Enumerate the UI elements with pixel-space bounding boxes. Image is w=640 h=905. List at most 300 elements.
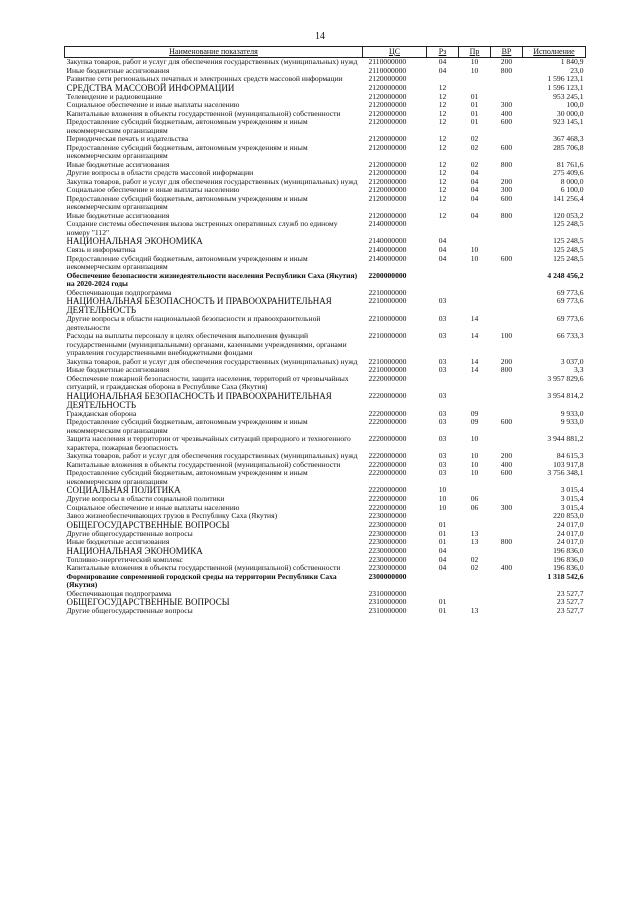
table-row [65, 435, 586, 452]
row-execution: 9 933,0 [560, 417, 584, 426]
row-pr: 02 [470, 159, 479, 169]
row-cs: 2210000000 [368, 287, 407, 297]
row-name: Другие общегосударственные вопросы [66, 528, 193, 538]
table-row [65, 272, 586, 289]
row-cs: 2120000000 [368, 168, 407, 177]
row-execution: 1 596 123,1 [547, 82, 584, 92]
row-execution: 103 917,8 [553, 459, 584, 469]
row-name: Расходы на выплаты персоналу в целях обеспечения выполнения функций государственными (муниципальными) органами, казенными учреждениями, органами управления государственными внебюджетными фондами [66, 331, 347, 357]
row-execution: 1 596 123,1 [547, 74, 584, 83]
row-cs: 2200000000 [368, 270, 407, 280]
row-vr: 600 [500, 468, 513, 477]
row-name: НАЦИОНАЛЬНАЯ ЭКОНОМИКА [66, 236, 203, 246]
row-pr: 04 [470, 210, 479, 220]
table-header-row [65, 47, 586, 58]
row-cs: 2140000000 [368, 219, 407, 228]
row-rz: 01 [438, 519, 447, 529]
row-rz: 03 [438, 459, 447, 469]
row-pr [459, 590, 491, 599]
row-pr: 02 [470, 142, 479, 152]
row-rz: 01 [438, 597, 447, 606]
row-rz: 12 [438, 142, 447, 152]
row-cs: 2220000000 [368, 494, 407, 503]
row-pr: 14 [470, 314, 479, 323]
row-rz: 01 [438, 606, 447, 615]
row-rz: 12 [438, 108, 447, 118]
row-name: Предоставление субсидий бюджетным, автономным учреждениям и иным некоммерческим организациям [66, 253, 308, 271]
row-execution: 100,0 [566, 100, 584, 109]
row-rz: 04 [438, 57, 447, 66]
row-execution: 66 733,3 [556, 331, 584, 340]
table-row [65, 237, 586, 246]
row-cs: 2230000000 [368, 537, 407, 546]
row-cs: 2310000000 [368, 597, 407, 606]
row-vr [491, 598, 523, 607]
row-pr: 01 [470, 100, 479, 109]
row-rz: 12 [438, 91, 447, 101]
row-name: Обеспечивающая подпрограмма [66, 287, 172, 297]
row-execution: 125 248,5 [553, 236, 584, 245]
header-cs: ЦС [363, 47, 427, 58]
row-execution: 923 145,1 [553, 117, 584, 126]
row-cs: 2140000000 [368, 245, 407, 254]
row-vr: 600 [500, 253, 513, 263]
table-row [65, 469, 586, 486]
table-row [65, 607, 586, 616]
row-pr [459, 272, 491, 289]
row-cs: 2220000000 [368, 451, 407, 460]
row-rz: 12 [438, 176, 447, 186]
row-vr: 300 [500, 100, 513, 109]
row-pr: 04 [470, 185, 479, 194]
row-vr [491, 512, 523, 521]
row-name: Завоз жизнеобеспечивающих грузов в Республику Саха (Якутия) [66, 511, 278, 520]
row-rz: 04 [438, 245, 447, 254]
row-vr: 100 [500, 331, 513, 340]
row-execution: 3,3 [574, 365, 584, 374]
row-cs: 2230000000 [368, 554, 407, 564]
row-pr: 02 [470, 563, 479, 572]
row-cs: 2120000000 [368, 193, 407, 203]
row-name: Развитие сети региональных печатных и электронных средств массовой информации [66, 74, 343, 83]
row-cs: 2220000000 [368, 459, 407, 469]
row-name: Другие вопросы в области средств массовой информации [66, 168, 254, 177]
row-cs: 2230000000 [368, 511, 407, 520]
row-vr [491, 315, 523, 332]
row-name: Другие общегосударственные вопросы [66, 606, 193, 615]
row-vr: 800 [500, 65, 513, 75]
row-rz: 03 [438, 296, 447, 305]
row-name: Связь и информатика [66, 245, 136, 254]
row-vr: 800 [500, 365, 513, 374]
row-cs: 2210000000 [368, 314, 407, 323]
row-pr: 06 [470, 502, 479, 512]
row-execution: 9 933,0 [560, 408, 584, 418]
row-pr: 10 [470, 468, 479, 477]
row-vr: 600 [500, 193, 513, 203]
row-rz: 10 [438, 485, 447, 494]
row-name: Другие вопросы в области национальной безопасности и правоохранительной деятельности [66, 314, 321, 332]
row-pr: 09 [470, 408, 479, 418]
row-name: НАЦИОНАЛЬНАЯ ЭКОНОМИКА [66, 545, 203, 556]
row-vr: 200 [500, 176, 513, 186]
row-pr: 09 [470, 417, 479, 426]
row-execution: 141 256,4 [553, 193, 584, 203]
row-cs: 2120000000 [368, 134, 407, 143]
row-vr [491, 375, 523, 392]
row-rz: 12 [438, 134, 447, 143]
row-vr [491, 486, 523, 495]
table-row [65, 255, 586, 272]
row-name: Социальное обеспечение и иные выплаты населению [66, 100, 240, 109]
row-rz: 12 [438, 100, 447, 109]
row-vr [491, 297, 523, 315]
row-execution: 196 836,0 [553, 545, 584, 555]
row-name: Предоставление субсидий бюджетным, автономным учреждениям и иным некоммерческим организациям [66, 193, 308, 211]
header-name: Наименование показателя [65, 47, 363, 58]
row-execution: 3 957 829,6 [547, 373, 584, 383]
row-vr: 600 [500, 142, 513, 152]
row-pr: 10 [470, 451, 479, 460]
row-vr [491, 573, 523, 590]
table-row [65, 195, 586, 212]
row-cs: 2210000000 [368, 296, 407, 305]
row-cs: 2230000000 [368, 563, 407, 572]
row-pr: 04 [470, 193, 479, 203]
row-vr [491, 547, 523, 556]
table-row [65, 375, 586, 392]
row-rz [427, 272, 459, 289]
row-rz: 12 [438, 210, 447, 220]
row-cs: 2110000000 [368, 65, 407, 75]
row-pr: 01 [470, 117, 479, 126]
row-cs: 2120000000 [368, 82, 407, 92]
row-pr [459, 75, 491, 84]
table-row [65, 392, 586, 410]
row-cs: 2120000000 [368, 117, 407, 126]
row-name: Капитальные вложения в объекты государственной (муниципальной) собственности [66, 563, 341, 572]
header-vr: ВР [491, 47, 523, 58]
row-execution: 24 017,0 [556, 528, 584, 538]
row-execution: 953 245,1 [553, 91, 584, 101]
row-execution: 1 318 542,6 [547, 571, 584, 581]
row-vr [491, 289, 523, 298]
row-vr [491, 607, 523, 616]
row-cs: 2220000000 [368, 434, 407, 443]
row-pr: 10 [470, 57, 479, 66]
row-rz: 01 [438, 528, 447, 538]
row-name: Топливно-энергетический комплекс [66, 554, 183, 564]
row-vr [491, 521, 523, 530]
row-pr: 04 [470, 168, 479, 177]
row-cs: 2140000000 [368, 253, 407, 263]
row-pr: 02 [470, 554, 479, 564]
table-row [65, 144, 586, 161]
row-execution: 23 527,7 [556, 606, 584, 615]
row-name: Социальное обеспечение и иные выплаты населению [66, 502, 240, 512]
row-name: НАЦИОНАЛЬНАЯ БЕЗОПАСНОСТЬ И ПРАВООХРАНИТЕЛЬНАЯ ДЕЯТЕЛЬНОСТЬ [66, 390, 332, 410]
row-vr: 200 [500, 57, 513, 66]
row-cs: 2230000000 [368, 519, 407, 529]
row-rz: 03 [438, 434, 447, 443]
table-row [65, 297, 586, 315]
row-execution: 69 773,6 [556, 314, 584, 323]
row-name: Обеспечение безопасности жизнедеятельности населения Республики Саха (Якутия) на 2020-2024 годы [66, 270, 358, 288]
row-pr: 13 [470, 537, 479, 546]
row-vr [491, 392, 523, 410]
row-rz: 10 [438, 494, 447, 503]
header-pr: Пр [459, 47, 491, 58]
row-pr: 14 [470, 365, 479, 374]
row-pr: 01 [470, 91, 479, 101]
row-name: Иные бюджетные ассигнования [66, 210, 170, 220]
row-name: Другие вопросы в области социальной политики [66, 494, 225, 503]
row-cs: 2230000000 [368, 528, 407, 538]
row-rz: 03 [438, 331, 447, 340]
row-name: Предоставление субсидий бюджетным, автономным учреждениям и иным некоммерческим организациям [66, 142, 308, 160]
row-pr: 10 [470, 459, 479, 469]
row-rz: 03 [438, 356, 447, 366]
row-rz: 12 [438, 185, 447, 194]
row-execution: 1 840,9 [560, 57, 584, 66]
row-cs: 2120000000 [368, 91, 407, 101]
row-rz: 03 [438, 408, 447, 418]
row-name: Социальное обеспечение и иные выплаты населению [66, 185, 240, 194]
row-pr: 01 [470, 108, 479, 118]
row-rz: 04 [438, 563, 447, 572]
page-number: 14 [315, 31, 325, 42]
row-name: СРЕДСТВА МАССОВОЙ ИНФОРМАЦИИ [66, 82, 235, 93]
row-execution: 120 053,2 [553, 210, 584, 220]
row-rz: 04 [438, 65, 447, 75]
row-vr: 300 [500, 185, 513, 194]
row-execution: 275 409,6 [553, 168, 584, 177]
row-cs: 2220000000 [368, 417, 407, 426]
row-vr: 200 [500, 451, 513, 460]
row-name: Иные бюджетные ассигнования [66, 65, 170, 75]
row-cs: 2120000000 [368, 159, 407, 169]
row-pr [459, 512, 491, 521]
row-execution: 23 527,7 [556, 588, 584, 598]
row-cs: 2220000000 [368, 373, 407, 383]
row-name: Капитальные вложения в объекты государственной (муниципальной) собственности [66, 108, 341, 118]
row-pr [459, 392, 491, 410]
row-vr [491, 237, 523, 246]
row-cs: 2120000000 [368, 100, 407, 109]
row-name: Капитальные вложения в объекты государственной (муниципальной) собственности [66, 459, 341, 469]
row-cs: 2310000000 [368, 606, 407, 615]
row-cs: 2300000000 [368, 571, 407, 581]
row-vr [491, 220, 523, 237]
table-row [65, 118, 586, 135]
row-pr: 10 [470, 434, 479, 443]
row-pr: 10 [470, 253, 479, 263]
row-vr: 300 [500, 502, 513, 512]
row-vr: 400 [500, 459, 513, 469]
row-vr [491, 75, 523, 84]
row-cs: 2220000000 [368, 485, 407, 494]
row-cs: 2220000000 [368, 502, 407, 512]
row-vr: 200 [500, 356, 513, 366]
row-cs: 2220000000 [368, 390, 407, 400]
table-row [65, 418, 586, 435]
row-name: Предоставление субсидий бюджетным, автономным учреждениям и иным некоммерческим организациям [66, 417, 308, 435]
row-cs: 2210000000 [368, 365, 407, 374]
row-rz: 03 [438, 417, 447, 426]
row-rz: 03 [438, 451, 447, 460]
row-execution: 3 015,4 [560, 502, 584, 512]
row-cs: 2220000000 [368, 408, 407, 418]
row-vr [491, 590, 523, 599]
row-pr: 13 [470, 528, 479, 538]
row-cs: 2210000000 [368, 331, 407, 340]
row-rz: 03 [438, 365, 447, 374]
row-cs: 2110000000 [368, 57, 407, 66]
row-rz: 03 [438, 314, 447, 323]
row-pr [459, 289, 491, 298]
row-execution: 24 017,0 [556, 519, 584, 529]
row-name: Иные бюджетные ассигнования [66, 159, 170, 169]
row-rz: 12 [438, 193, 447, 203]
row-rz: 12 [438, 168, 447, 177]
row-name: СОЦИАЛЬНАЯ ПОЛИТИКА [66, 485, 181, 495]
row-execution: 285 706,8 [553, 142, 584, 152]
header-rz: Рз [427, 47, 459, 58]
row-rz: 12 [438, 82, 447, 92]
row-execution: 23,0 [570, 65, 584, 75]
row-rz: 03 [438, 468, 447, 477]
row-rz [427, 375, 459, 392]
row-execution: 81 761,6 [556, 159, 584, 169]
row-name: НАЦИОНАЛЬНАЯ БЕЗОПАСНОСТЬ И ПРАВООХРАНИТЕЛЬНАЯ ДЕЯТЕЛЬНОСТЬ [66, 296, 332, 315]
row-pr: 14 [470, 356, 479, 366]
row-pr: 10 [470, 245, 479, 254]
row-execution: 3 954 814,2 [547, 390, 584, 400]
row-pr [459, 297, 491, 315]
row-cs: 2120000000 [368, 185, 407, 194]
row-name: Телевидение и радиовещание [66, 91, 163, 101]
row-name: Иные бюджетные ассигнования [66, 365, 170, 374]
row-pr [459, 573, 491, 590]
row-execution: 84 615,3 [556, 451, 584, 460]
row-cs: 2310000000 [368, 588, 407, 598]
row-vr: 400 [500, 108, 513, 118]
row-rz: 04 [438, 253, 447, 263]
row-vr: 600 [500, 117, 513, 126]
row-execution: 69 773,6 [556, 296, 584, 305]
row-name: ОБЩЕГОСУДАРСТВЕННЫЕ ВОПРОСЫ [66, 597, 230, 607]
row-rz: 04 [438, 554, 447, 564]
row-name: Закупка товаров, работ и услуг для обеспечения государственных (муниципальных) нужд [66, 451, 358, 460]
row-pr: 06 [470, 494, 479, 503]
row-name: Создание системы обеспечения вызова экстренных оперативных служб по единому номеру "112" [66, 219, 338, 237]
budget-table [64, 46, 586, 616]
row-cs: 2120000000 [368, 210, 407, 220]
row-rz: 12 [438, 159, 447, 169]
row-execution: 196 836,0 [553, 563, 584, 572]
row-cs: 2120000000 [368, 142, 407, 152]
row-vr [491, 272, 523, 289]
row-execution: 3 015,4 [560, 494, 584, 503]
row-rz: 01 [438, 537, 447, 546]
row-rz: 04 [438, 236, 447, 245]
row-name: ОБЩЕГОСУДАРСТВЕННЫЕ ВОПРОСЫ [66, 519, 230, 530]
row-name: Защита населения и территории от чрезвычайных ситуаций природного и техногенного характера, пожарная безопасность [66, 434, 351, 452]
row-execution: 3 015,4 [560, 485, 584, 494]
row-name: Предоставление субсидий бюджетным, автономным учреждениям и иным некоммерческим организациям [66, 468, 308, 486]
row-pr: 10 [470, 65, 479, 75]
row-vr: 400 [500, 563, 513, 572]
row-name: Обеспечивающая подпрограмма [66, 588, 172, 598]
row-name: Обеспечение пожарной безопасности, защита населения, территорий от чрезвычайных ситуаций, и гражданская оборона в Республике Саха (Якутия) [66, 373, 349, 391]
row-name: Гражданская оборона [66, 408, 137, 418]
row-name: Закупка товаров, работ и услуг для обеспечения государственных (муниципальных) нужд [66, 57, 358, 66]
row-execution: 3 944 881,2 [547, 434, 584, 443]
row-pr: 04 [470, 176, 479, 186]
table-row [65, 332, 586, 358]
row-vr: 800 [500, 159, 513, 169]
row-vr: 600 [500, 417, 513, 426]
row-name: Закупка товаров, работ и услуг для обеспечения государственных (муниципальных) нужд [66, 176, 358, 186]
row-pr [459, 375, 491, 392]
row-name: Предоставление субсидий бюджетным, автономным учреждениям и иным некоммерческим организациям [66, 117, 308, 135]
row-name: Формирование современной городской среды на территории Республики Саха (Якутия) [66, 571, 337, 589]
row-execution: 125 248,5 [553, 245, 584, 254]
row-vr: 800 [500, 537, 513, 546]
row-execution: 69 773,6 [556, 287, 584, 297]
row-pr: 13 [470, 606, 479, 615]
header-execution: Исполнение [523, 47, 586, 58]
row-execution: 23 527,7 [556, 597, 584, 606]
row-execution: 367 468,3 [553, 134, 584, 143]
row-name: Закупка товаров, работ и услуг для обеспечения государственных (муниципальных) нужд [66, 356, 358, 366]
row-vr: 800 [500, 210, 513, 220]
row-execution: 196 836,0 [553, 554, 584, 564]
row-execution: 220 853,0 [553, 511, 584, 520]
row-rz [427, 220, 459, 237]
row-execution: 30 000,0 [556, 108, 584, 118]
row-execution: 4 248 456,2 [547, 270, 584, 280]
row-pr: 02 [470, 134, 479, 143]
row-cs: 2210000000 [368, 356, 407, 366]
row-cs: 2120000000 [368, 74, 407, 83]
row-execution: 6 100,0 [560, 185, 584, 194]
row-execution: 3 037,0 [560, 356, 584, 366]
row-cs: 2230000000 [368, 545, 407, 555]
row-cs: 2140000000 [368, 236, 407, 245]
row-name: Иные бюджетные ассигнования [66, 537, 170, 546]
row-pr: 14 [470, 331, 479, 340]
row-cs: 2220000000 [368, 468, 407, 477]
row-execution: 125 248,5 [553, 219, 584, 228]
row-rz: 12 [438, 117, 447, 126]
row-rz: 03 [438, 390, 447, 400]
row-cs: 2120000000 [368, 108, 407, 118]
row-vr [491, 435, 523, 452]
table-row [65, 573, 586, 590]
row-vr [491, 84, 523, 93]
row-execution: 8 000,0 [560, 176, 584, 186]
row-rz [427, 573, 459, 590]
row-execution: 24 017,0 [556, 537, 584, 546]
row-execution: 125 248,5 [553, 253, 584, 263]
row-rz: 10 [438, 502, 447, 512]
row-cs: 2120000000 [368, 176, 407, 186]
table-row [65, 220, 586, 237]
row-rz: 04 [438, 545, 447, 555]
row-pr [459, 220, 491, 237]
table-row [65, 315, 586, 332]
